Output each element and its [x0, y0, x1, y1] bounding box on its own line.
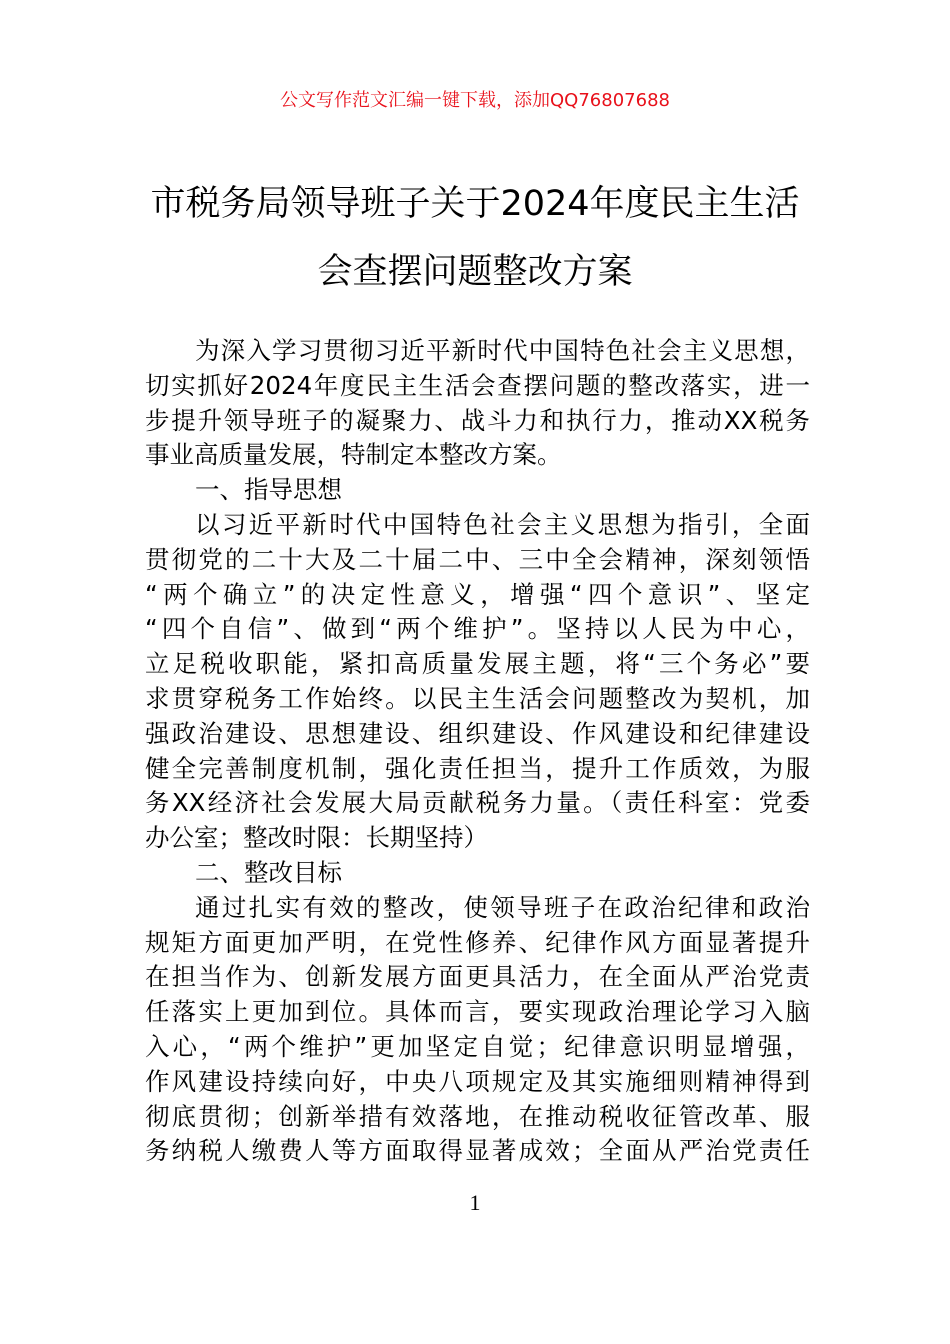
text-line: 在担当作为、创新发展方面更具活力，在全面从严治党责 [145, 962, 810, 992]
text-line: 切实抓好2024年度民主生活会查摆问题的整改落实，进一 [145, 370, 810, 400]
text-line: 立足税收职能，紧扣高质量发展主题，将“三个务必”要 [145, 649, 810, 679]
text-line: 一、指导思想 [195, 475, 342, 505]
text-line: 健全完善制度机制，强化责任担当，提升工作质效，为服 [145, 753, 810, 783]
text-line: 为深入学习贯彻习近平新时代中国特色社会主义思想， [195, 336, 810, 365]
text-line: 贯彻党的二十大及二十届二中、三中全会精神，深刻领悟 [145, 544, 810, 574]
text-line: 任落实上更加到位。具体而言，要实现政治理论学习入脑 [145, 997, 810, 1027]
text-line: 彻底贯彻；创新举措有效落地，在推动税收征管改革、服 [145, 1101, 810, 1131]
text-line: 步提升领导班子的凝聚力、战斗力和执行力，推动XX税务 [145, 405, 810, 435]
text-line: 以习近平新时代中国特色社会主义思想为指引，全面 [195, 509, 810, 539]
page-number: 1 [469, 1190, 481, 1215]
text-line: 事业高质量发展，特制定本整改方案。 [145, 440, 562, 470]
text-line: “四个自信”、做到“两个维护”。坚持以人民为中心， [145, 614, 810, 644]
text-line: 规矩方面更加严明，在党性修养、纪律作风方面显著提升 [145, 927, 810, 957]
text-line: 务纳税人缴费人等方面取得显著成效；全面从严治党责任 [145, 1136, 810, 1166]
download-note: 公文写作范文汇编一键下载，添加QQ76807688 [280, 90, 670, 111]
text-line: 务XX经济社会发展大局贡献税务力量。（责任科室：党委 [145, 788, 810, 818]
text-line: 二、整改目标 [195, 857, 342, 887]
text-line: 求贯穿税务工作始终。以民主生活会问题整改为契机，加 [145, 683, 810, 713]
text-line: 通过扎实有效的整改，使领导班子在政治纪律和政治 [195, 892, 810, 922]
text-line: 作风建设持续向好，中央八项规定及其实施细则精神得到 [145, 1066, 810, 1096]
text-line: 入心，“两个维护”更加坚定自觉；纪律意识明显增强， [145, 1031, 810, 1061]
document-title-line-1: 市税务局领导班子关于2024年度民主生活 [150, 184, 800, 224]
text-line: 办公室；整改时限：长期坚持） [145, 823, 488, 853]
text-line: 强政治建设、思想建设、组织建设、作风建设和纪律建设 [145, 718, 810, 748]
document-title-line-2: 会查摆问题整改方案 [317, 252, 633, 292]
text-line: “两个确立”的决定性意义，增强“四个意识”、坚定 [145, 579, 810, 609]
document-body [145, 334, 810, 1169]
